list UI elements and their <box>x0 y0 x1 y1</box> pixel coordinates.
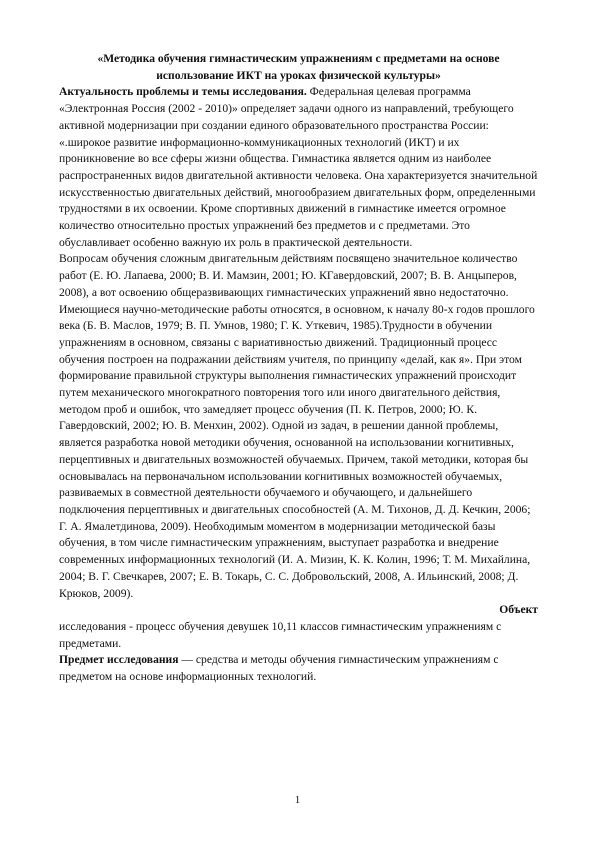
relevance-text: Федеральная целевая программа «Электронная Россия (2002 - 2010)» определяет задачи одного из направлений, требующего активной модернизации при создании единого образовательного пространства России: «.широкое развитие информационно-коммуникационных технологий (ИКТ) и их проникновение во все сферы жизни общества. Гимнастика является одним из наиболее распространенных видов двигательной активности человека. Она характеризуется значительной искусственностью двигательных действий, многообразием двигательных форм, определенными трудностями в их освоении. Кроме спортивных движений в гимнастике имеется огромное количество относительно простых упражнений без предметов и с предметами. Это обуславливает особенно важную их роль в практической деятельности. <box>59 85 538 249</box>
relevance-paragraph <box>59 84 538 251</box>
page-number: 1 <box>294 794 301 806</box>
object-heading: Объект <box>499 603 538 617</box>
subject-heading: Предмет исследования <box>59 653 179 667</box>
subject-text: — средства и методы обучения гимнастическим упражнениям с предметом на основе информационных технологий. <box>59 653 499 684</box>
citations-paragraph: Вопросам обучения сложным двигательным действиям посвящено значительное количество работ (Е. Ю. Лапаева, 2000; В. И. Мамзин, 2001; Ю. КГавердовский, 2007; В. В. Анцыперов, 2008), а вот освоению общеразвивающих гимнастических упражнений явно недостаточно. Имеющиеся научно-методические работы относятся, в основном, к началу 80-х годов прошлого века (Б. В. Маслов, 1979; В. П. Умнов, 1980; Г. К. Уткевич, 1985).Трудности в обучении упражнениям в основном, связаны с вариативностью движений. Традиционный процесс обучения построен на подражании действиям учителя, по принципу «делай, как я». При этом формирование правильной структуры выполнения гимнастических упражнений происходит путем механического многократного повторения того или иного двигательного действия, методом проб и ошибок, что замедляет процесс обучения (П. К. Петров, 2000; Ю. К. Гавердовский, 2002; Ю. В. Менхин, 2002). Одной из задач, в решении данной проблемы, является разработка новой методики обучения, основанной на использовании когнитивных, перцептивных и двигательных возможностей обучаемых. Причем, такой методики, которая бы основывалась на первоначальном использовании когнитивных возможностей обучаемых, развиваемых в совместной деятельности обучаемого и обучающего, и дальнейшего подключения перцептивных и двигательных способностей (А. М. Тихонов, Д. Д. Кечкин, 2006; Г. А. Ямалетдинова, 2009). Необходимым моментом в модернизации методической базы обучения, в том числе гимнастическим упражнениям, выступает разработка и внедрение современных информационных технологий (И. А. Мизин, К. К. Колин, 1996; Т. М. Михайлина, 2004; В. Г. Свечкарев, 2007; Е. В. Токарь, С. С. Добровольский, 2008, А. Ильинский, 2008; Д. Крюков, 2009). <box>59 252 535 600</box>
object-text: исследования - процесс обучения девушек 10,11 классов гимнастическим упражнениям с предметами. <box>59 619 502 650</box>
document-title: «Методика обучения гимнастическим упражнениям с предметами на основе использование ИКТ на уроках физической культуры» <box>97 52 500 82</box>
relevance-heading: Актуальность проблемы и темы исследования. <box>59 85 307 99</box>
subject-paragraph <box>59 652 538 685</box>
document-body <box>59 51 538 686</box>
